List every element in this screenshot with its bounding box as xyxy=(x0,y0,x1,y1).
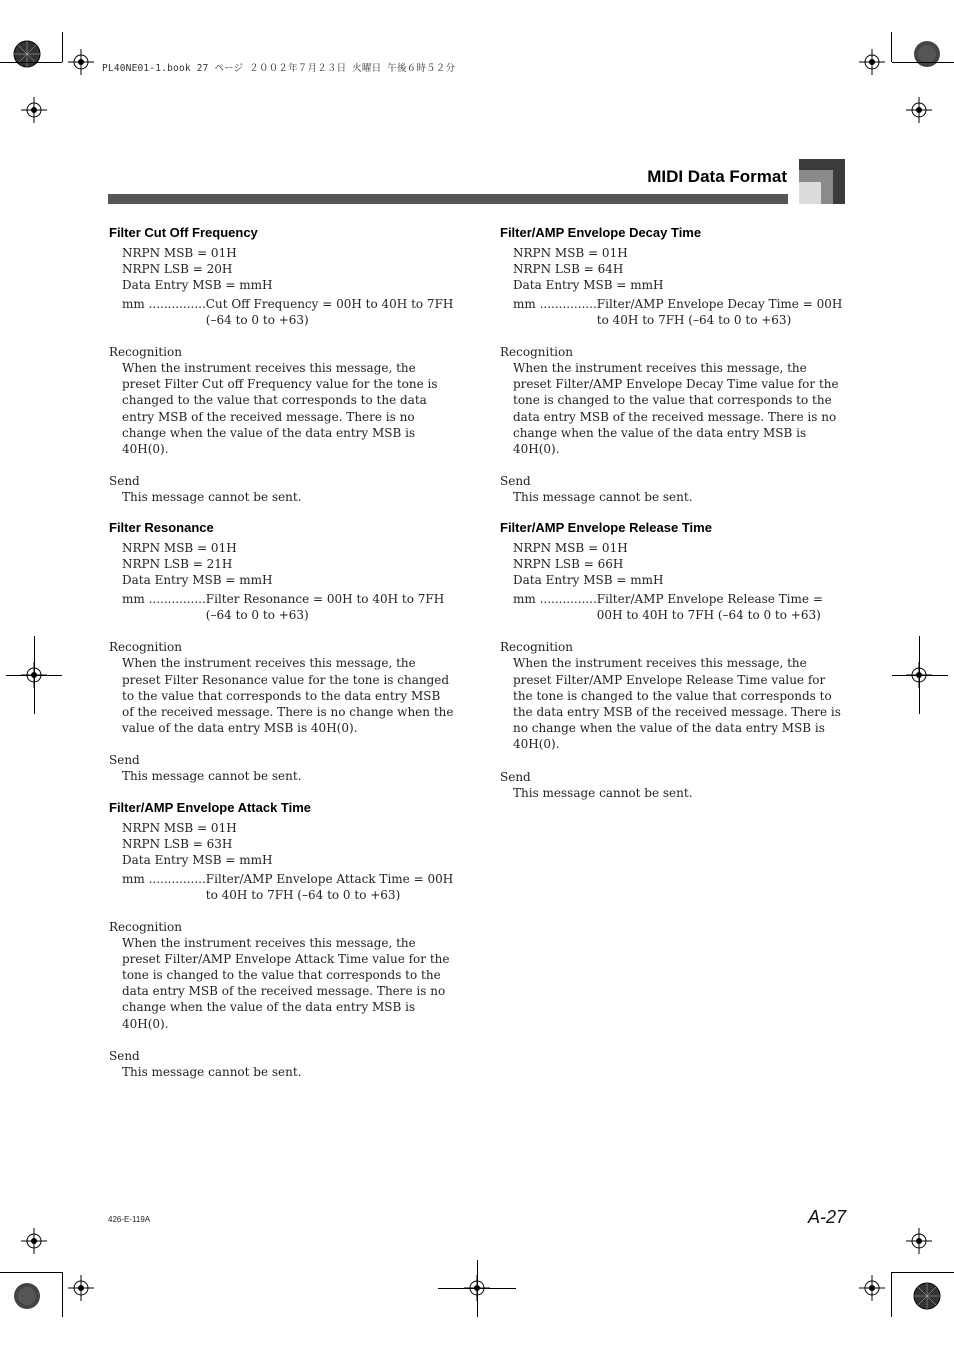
trim-line xyxy=(891,1272,892,1317)
trim-line xyxy=(62,1272,63,1317)
print-star-mark-icon xyxy=(913,40,941,68)
recognition-heading: Recognition xyxy=(500,345,573,359)
nrpn-lsb: NRPN LSB = 63H xyxy=(122,836,233,851)
registration-crosshair-icon xyxy=(68,49,94,75)
data-entry-msb: Data Entry MSB = mmH xyxy=(122,852,273,867)
send-heading: Send xyxy=(109,474,140,489)
print-star-mark-icon xyxy=(913,1282,941,1310)
recognition-text: When the instrument receives this message, the preset Filter Cut off Frequency value for the tone is changed to the value that corresponds to the data entry MSB of the received message. There is no change when the value of the data entry MSB is 40H(0). xyxy=(122,361,438,457)
registration-crosshair-icon xyxy=(859,1275,885,1301)
trim-line xyxy=(891,32,892,62)
mm-value: Filter/AMP Envelope Attack Time = 00H to 40H to 7FH (–64 to 0 to +63) xyxy=(205,871,454,902)
nrpn-msb: NRPN MSB = 01H xyxy=(122,541,237,556)
trim-line xyxy=(6,675,62,676)
send-text: This message cannot be sent. xyxy=(122,1064,302,1079)
recognition-heading: Recognition xyxy=(109,919,182,934)
trim-line xyxy=(892,62,954,63)
mm-key: mm ............... xyxy=(513,592,597,607)
section-filter-amp-envelope-decay-time xyxy=(500,224,846,505)
nrpn-lsb: NRPN LSB = 21H xyxy=(122,557,233,572)
recognition-text: When the instrument receives this message, the preset Filter/AMP Envelope Decay Time value for the tone is changed to the value that corresponds to the data entry MSB of the received message. There is no change when the value of the data entry MSB is 40H(0). xyxy=(513,361,839,457)
registration-crosshair-icon xyxy=(906,1228,932,1254)
mm-key: mm ............... xyxy=(513,297,597,311)
nrpn-lsb: NRPN LSB = 20H xyxy=(122,262,233,276)
send-text: This message cannot be sent. xyxy=(513,490,693,505)
trim-line xyxy=(892,1272,954,1273)
trim-line xyxy=(477,1260,478,1317)
recognition-heading: Recognition xyxy=(500,640,573,655)
send-text: This message cannot be sent. xyxy=(122,769,302,784)
mm-value: Cut Off Frequency = 00H to 40H to 7FH (–64 to 0 to +63) xyxy=(205,297,454,327)
nrpn-msb: NRPN MSB = 01H xyxy=(122,246,237,260)
book-print-info: PL40NE01-1.book 27 ページ ２００２年７月２３日 火曜日 午後６時５２分 xyxy=(102,63,456,74)
mm-key: mm ............... xyxy=(122,592,206,607)
mm-value: Filter Resonance = 00H to 40H to 7FH (–64 to 0 to +63) xyxy=(205,592,445,623)
page-title: MIDI Data Format xyxy=(647,167,787,186)
recognition-heading: Recognition xyxy=(109,640,182,655)
section-title: Filter/AMP Envelope Release Time xyxy=(500,520,712,536)
registration-crosshair-icon xyxy=(859,49,885,75)
section-filter-cut-off-frequency xyxy=(109,224,455,505)
section-title: Filter Resonance xyxy=(109,520,214,536)
mm-definition xyxy=(109,871,455,903)
mm-key: mm ............... xyxy=(122,297,206,311)
print-star-mark-icon xyxy=(13,1282,41,1310)
trim-line xyxy=(0,62,62,63)
right-column xyxy=(500,224,846,815)
registration-crosshair-icon xyxy=(906,97,932,123)
nrpn-lsb: NRPN LSB = 66H xyxy=(513,557,624,572)
document-code: 426-E-119A xyxy=(108,1215,151,1224)
page-number: A-27 xyxy=(807,1207,846,1227)
mm-key: mm ............... xyxy=(122,871,206,886)
data-entry-msb: Data Entry MSB = mmH xyxy=(122,278,273,292)
trim-line xyxy=(892,675,948,676)
send-heading: Send xyxy=(109,1048,140,1063)
send-heading: Send xyxy=(109,753,140,768)
send-text: This message cannot be sent. xyxy=(122,490,302,505)
nrpn-msb: NRPN MSB = 01H xyxy=(513,246,628,260)
send-heading: Send xyxy=(500,474,531,489)
mm-definition xyxy=(109,591,455,623)
mm-definition xyxy=(500,296,846,328)
section-title: Filter/AMP Envelope Attack Time xyxy=(109,799,312,815)
trim-line xyxy=(62,32,63,62)
mm-value: Filter/AMP Envelope Release Time = 00H to 40H to 7FH (–64 to 0 to +63) xyxy=(596,592,823,623)
section-title: Filter/AMP Envelope Decay Time xyxy=(500,225,702,240)
send-text: This message cannot be sent. xyxy=(513,785,693,800)
recognition-heading: Recognition xyxy=(109,345,182,359)
recognition-text: When the instrument receives this message, the preset Filter/AMP Envelope Attack Time value for the tone is changed to the value that corresponds to the data entry MSB of the received message. There is no change when the value of the data entry MSB is 40H(0). xyxy=(122,935,450,1031)
mm-definition xyxy=(500,591,846,623)
mm-value: Filter/AMP Envelope Decay Time = 00H to 40H to 7FH (–64 to 0 to +63) xyxy=(596,297,843,327)
left-column xyxy=(109,224,455,1094)
send-heading: Send xyxy=(500,769,531,784)
trim-line xyxy=(0,1272,62,1273)
section-filter-amp-envelope-attack-time xyxy=(109,799,455,1080)
header-corner-block xyxy=(799,159,845,204)
registration-crosshair-icon xyxy=(21,97,47,123)
nrpn-lsb: NRPN LSB = 64H xyxy=(513,262,624,276)
registration-crosshair-icon xyxy=(68,1275,94,1301)
registration-crosshair-icon xyxy=(21,1228,47,1254)
header-rule xyxy=(108,194,788,204)
data-entry-msb: Data Entry MSB = mmH xyxy=(122,573,273,588)
section-filter-amp-envelope-release-time xyxy=(500,519,846,800)
data-entry-msb: Data Entry MSB = mmH xyxy=(513,278,664,292)
nrpn-msb: NRPN MSB = 01H xyxy=(513,541,628,556)
section-title: Filter Cut Off Frequency xyxy=(109,225,258,240)
data-entry-msb: Data Entry MSB = mmH xyxy=(513,573,664,588)
print-star-mark-icon xyxy=(13,40,41,68)
section-filter-resonance xyxy=(109,519,455,784)
nrpn-msb: NRPN MSB = 01H xyxy=(122,820,237,835)
recognition-text: When the instrument receives this message, the preset Filter/AMP Envelope Release Time value for the tone is changed to the value that corresponds to the data entry MSB of the received message. There is no change when the value of the data entry MSB is 40H(0). xyxy=(513,656,841,752)
mm-definition xyxy=(109,296,455,328)
recognition-text: When the instrument receives this message, the preset Filter Resonance value for the tone is changed to the value that corresponds to the data entry MSB of the received message. There is no change when the value of the data entry MSB is 40H(0). xyxy=(122,656,454,736)
